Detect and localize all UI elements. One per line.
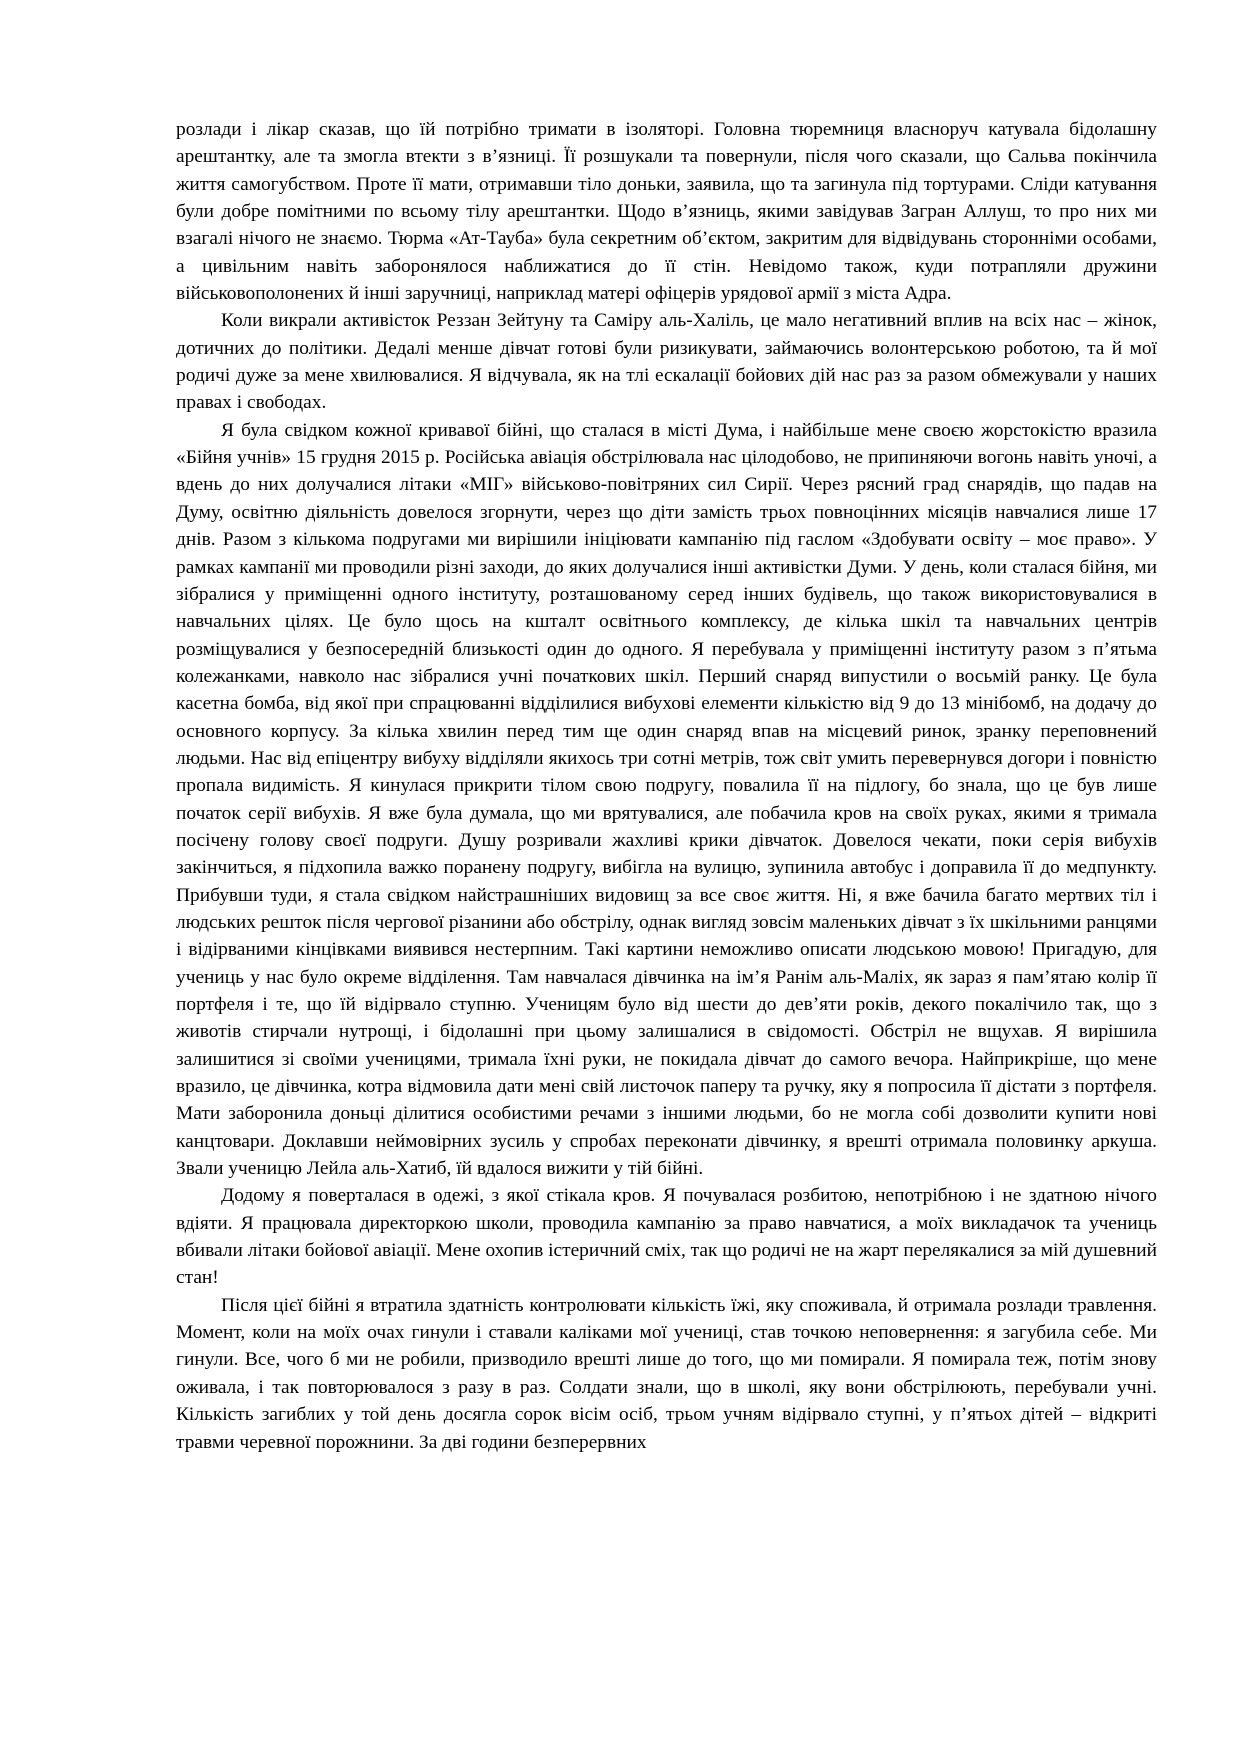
paragraph-4: Додому я поверталася в одежі, з якої стікала кров. Я почувалася розбитою, непотрібною і не здатною нічого вдіяти. Я працювала директоркою школи, проводила кампанію за право навчатися, а моїх викладачок та учениць вбивали літаки бойової авіації. Мене охопив істеричний сміх, так що родичі не на жарт перелякалися за мій душевний стан! bbox=[176, 1185, 1157, 1289]
paragraph-3: Я була свідком кожної кривавої бійні, що сталася в місті Дума, і найбільше мене своєю жорстокістю вразила «Бійня учнів» 15 грудня 2015 р. Російська авіація обстрілювала нас цілодобово, не припиняючи вогонь навіть уночі, а вдень до них долучалися літаки «МІГ» військово-повітряних сил Сирії. Через рясний град снарядів, що падав на Думу, освітню діяльність довелося згорнути, через що діти замість трьох повноцінних місяців навчалися лише 17 днів. Разом з кількома подругами ми вирішили ініціювати кампанію під гаслом «Здобувати освіту – моє право». У рамках кампанії ми проводили різні заходи, до яких долучалися інші активістки Думи. У день, коли сталася бійня, ми зібралися у приміщенні одного інституту, розташованому серед інших будівель, що також використовувалися в навчальних цілях. Це було щось на кшталт освітнього комплексу, де кілька шкіл та навчальних центрів розміщувалися у безпосередній близькості один до одного. Я перебувала у приміщенні інституту разом з п’ятьма колежанками, навколо нас зібралися учні початкових шкіл. Перший снаряд випустили о восьмій ранку. Це була касетна бомба, від якої при спрацюванні відділилися вибухові елементи кількістю від 9 до 13 мінібомб, на додачу до основного корпусу. За кілька хвилин перед тим ще один снаряд впав на місцевий ринок, зранку переповнений людьми. Нас від епіцентру вибуху відділяли якихось три сотні метрів, тож світ умить перевернувся догори і повністю пропала видимість. Я кинулася прикрити тілом свою подругу, повалила її на підлогу, бо знала, що це був лише початок серії вибухів. Я вже була думала, що ми врятувалися, але побачила кров на своїх руках, якими я тримала посічену голову своєї подруги. Душу розривали жахливі крики дівчаток. Довелося чекати, поки серія вибухів закінчиться, я підхопила важко поранену подругу, вибігла на вулицю, зупинила автобус і доправила її до медпункту. Прибувши туди, я стала свідком найстрашніших видовищ за все своє життя. Ні, я вже бачила багато мертвих тіл і людських решток після чергової різанини або обстрілу, однак вигляд зовсім маленьких дівчат з їх шкільними ранцями і відірваними кінцівками виявився нестерпним. Такі картини неможливо описати людською мовою! Пригадую, для учениць у нас було окреме відділення. Там навчалася дівчинка на ім’я Ранім аль-Маліх, як зараз я пам’ятаю колір її портфеля і те, що їй відірвало ступню. Ученицям було від шести до дев’яти років, декого покалічило так, що з животів стирчали нутрощі, і бідолашні при цьому залишалися в свідомості. Обстріл не вщухав. Я вирішила залишитися зі своїми ученицями, тримала їхні руки, не покидала дівчат до самого вечора. Найприкріше, що мене вразило, це дівчинка, котра відмовила дати мені свій листочок паперу та ручку, яку я попросила її дістати з портфеля. Мати заборонила доньці ділитися особистими речами з іншими людьми, бо не могла собі дозволити купити нові канцтовари. Доклавши неймовірних зусиль у спробах переконати дівчинку, я врешті отримала половинку аркуша. Звали ученицю Лейла аль-Хатиб, їй вдалося вижити у тій бійні. bbox=[176, 419, 1157, 1180]
paragraph-1: розлади і лікар сказав, що їй потрібно тримати в ізоляторі. Головна тюремниця власноруч катувала бідолашну арештантку, але та змогла втекти з в’язниці. Її розшукали та повернули, після чого сказали, що Сальва покінчила життя самогубством. Проте її мати, отримавши тіло доньки, заявила, що та загинула під тортурами. Сліди катування були добре помітними по всьому тілу арештантки. Щодо в’язниць, якими завідував Загран Аллуш, то про них ми взагалі нічого не знаємо. Тюрма «Ат-Тауба» була секретним об’єктом, закритим для відвідувань сторонніми особами, а цивільним навіть заборонялося наближатися до її стін. Невідомо також, куди потрапляли дружини військовополонених й інші заручниці, наприклад матері офіцерів урядової армії з міста Адра. bbox=[176, 119, 1157, 305]
document-body bbox=[176, 116, 1157, 1456]
paragraph-5: Після цієї бійні я втратила здатність контролювати кількість їжі, яку споживала, й отримала розлади травлення. Момент, коли на моїх очах гинули і ставали каліками мої учениці, став точкою неповернення: я загубила себе. Ми гинули. Все, чого б ми не робили, призводило врешті лише до того, що ми помирали. Я помирала теж, потім знову оживала, і так повторювалося з разу в раз. Солдати знали, що в школі, яку вони обстрілюють, перебували учні. Кількість загиблих у той день досягла сорок вісім осіб, трьом учням відірвало ступні, у п’ятьох дітей – відкриті травми черевної порожнини. За дві години безперервних bbox=[176, 1294, 1157, 1453]
paragraph-2: Коли викрали активісток Реззан Зейтуну та Саміру аль-Халіль, це мало негативний вплив на всіх нас – жінок, дотичних до політики. Дедалі менше дівчат готові були ризикувати, займаючись волонтерською роботою, та й мої родичі дуже за мене хвилювалися. Я відчувала, як на тлі ескалації бойових дій нас раз за разом обмежували у наших правах і свободах. bbox=[176, 310, 1157, 414]
